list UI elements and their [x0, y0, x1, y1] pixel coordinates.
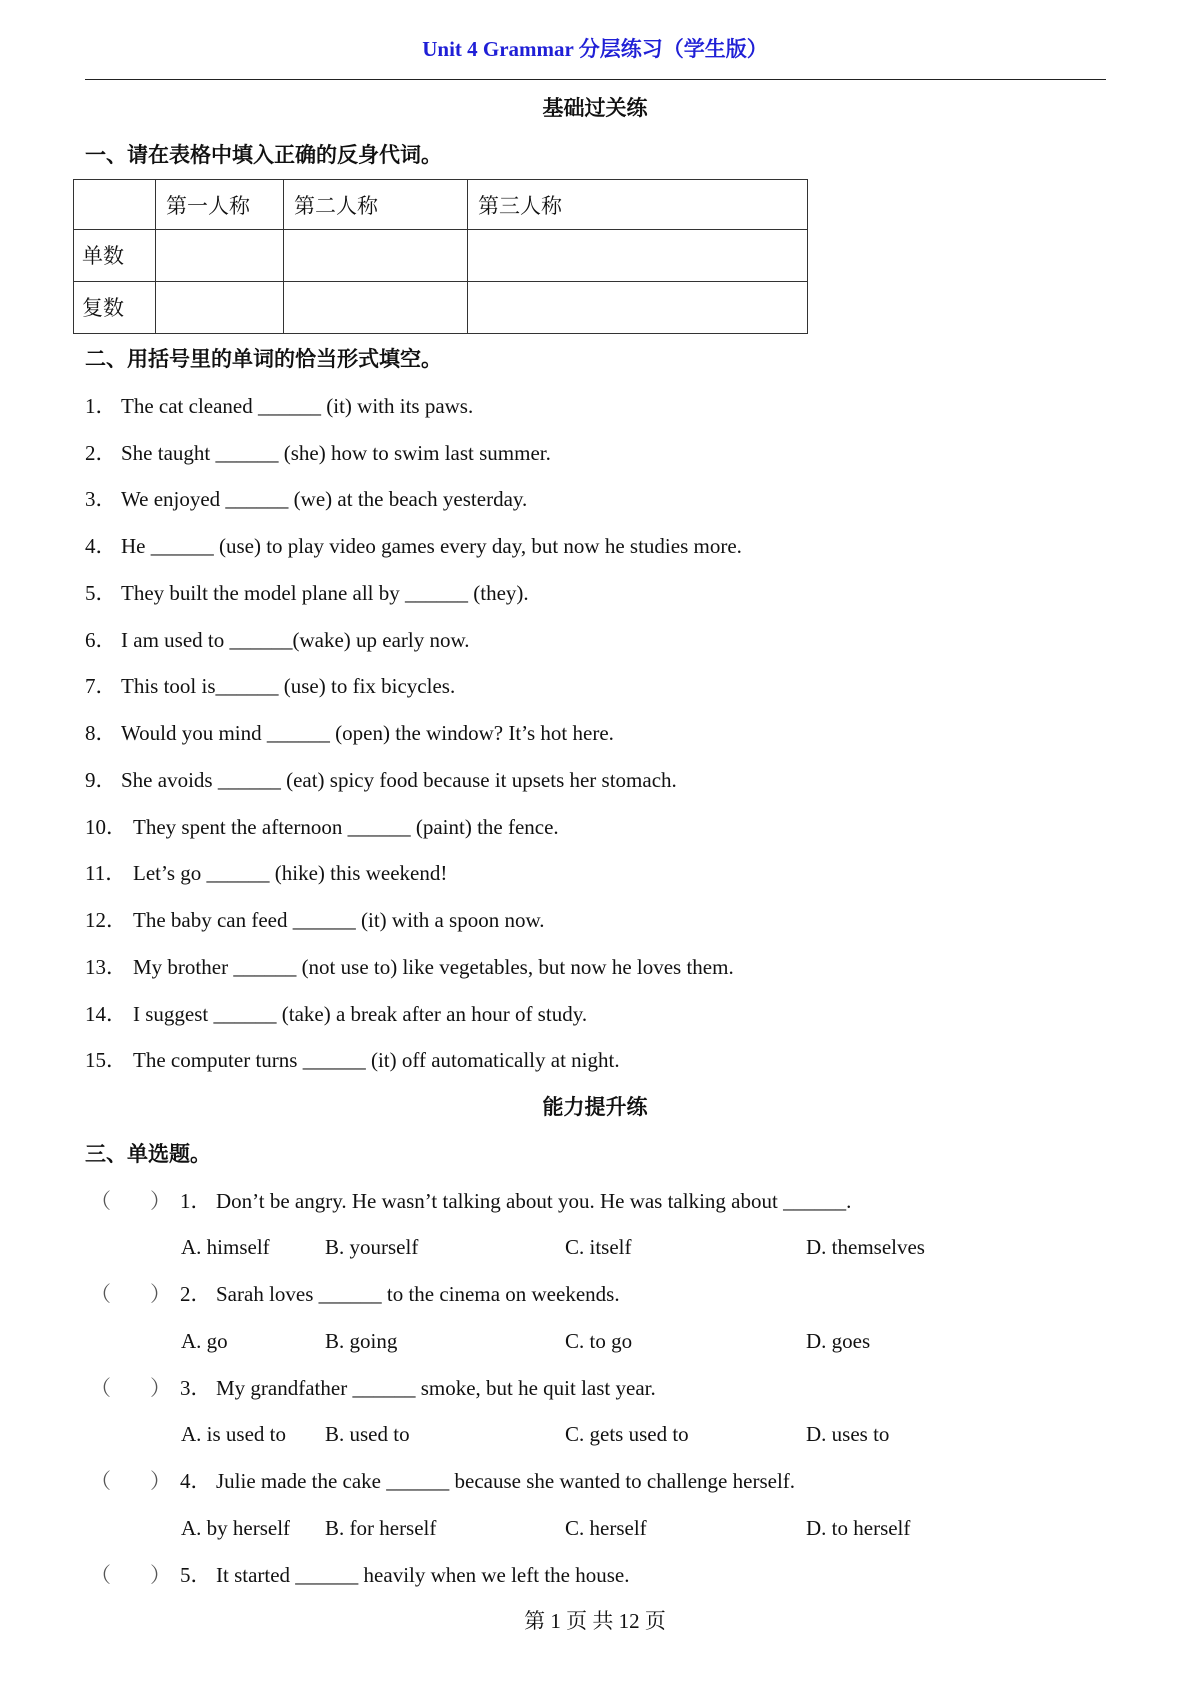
table-header-third-person: 第三人称	[468, 180, 808, 230]
option-d[interactable]: D. to herself	[806, 1515, 911, 1540]
option-d[interactable]: D. goes	[806, 1328, 871, 1353]
answer-bracket-close: ）	[150, 1282, 171, 1306]
answer-cell[interactable]	[468, 282, 808, 334]
fill-blank-question[interactable]: She avoids ______ (eat) spicy food because it upsets her stomach.	[121, 767, 677, 792]
option-d[interactable]: D. themselves	[806, 1235, 925, 1260]
answer-cell[interactable]	[156, 282, 284, 334]
table-header-empty	[74, 180, 156, 230]
option-a[interactable]: A. go	[181, 1328, 228, 1353]
fill-blank-question[interactable]: They built the model plane all by ______ (they).	[121, 580, 529, 605]
answer-bracket-open[interactable]: （	[90, 1282, 111, 1306]
fill-blank-question[interactable]: Let’s go ______ (hike) this weekend!	[133, 861, 448, 886]
multiple-choice-question: Don’t be angry. He wasn’t talking about you. He was talking about ______.	[216, 1188, 852, 1213]
fill-blank-question[interactable]: Would you mind ______ (open) the window? It’s hot here.	[121, 721, 614, 745]
multiple-choice-question: Sarah loves ______ to the cinema on weekends.	[216, 1282, 620, 1306]
option-c[interactable]: C. to go	[565, 1328, 633, 1353]
option-b[interactable]: B. going	[325, 1328, 398, 1353]
fill-blank-question[interactable]: She taught ______ (she) how to swim last summer.	[121, 440, 551, 465]
question-number: 11．	[85, 861, 127, 886]
option-c[interactable]: C. itself	[565, 1235, 632, 1260]
option-b[interactable]: B. yourself	[325, 1235, 419, 1260]
fill-blank-question[interactable]: He ______ (use) to play video games every day, but now he studies more.	[121, 534, 742, 558]
question-number: 4．	[180, 1469, 212, 1493]
question-number: 1．	[180, 1188, 212, 1213]
answer-bracket-open[interactable]: （	[90, 1188, 111, 1213]
document-title: Unit 4 Grammar 分层练习（学生版）	[422, 37, 768, 61]
answer-cell[interactable]	[156, 230, 284, 282]
reflexive-pronoun-table	[73, 179, 808, 334]
multiple-choice-question: It started ______ heavily when we left the house.	[216, 1562, 630, 1587]
option-c[interactable]: C. herself	[565, 1515, 647, 1540]
fill-blank-question[interactable]: They spent the afternoon ______ (paint) the fence.	[133, 814, 559, 839]
question-number: 3．	[180, 1375, 212, 1400]
question-number: 10．	[85, 814, 127, 839]
question-number: 6．	[85, 627, 117, 652]
answer-bracket-close: ）	[150, 1375, 171, 1400]
part3-heading: 三、单选题。	[85, 1141, 211, 1166]
question-number: 1．	[85, 393, 117, 418]
answer-bracket-open[interactable]: （	[90, 1562, 111, 1587]
option-a[interactable]: A. is used to	[181, 1422, 286, 1447]
fill-blank-question[interactable]: The baby can feed ______ (it) with a spoon now.	[133, 908, 545, 932]
question-number: 2．	[85, 440, 117, 465]
question-number: 2．	[180, 1282, 212, 1306]
multiple-choice-question: Julie made the cake ______ because she wanted to challenge herself.	[216, 1469, 796, 1493]
question-number: 5．	[85, 580, 117, 605]
answer-bracket-open[interactable]: （	[90, 1469, 111, 1493]
question-number: 14．	[85, 1001, 127, 1026]
question-number: 8．	[85, 721, 117, 745]
fill-blank-question[interactable]: The computer turns ______ (it) off automatically at night.	[133, 1048, 620, 1073]
option-a[interactable]: A. himself	[181, 1235, 270, 1260]
question-number: 9．	[85, 767, 117, 792]
question-number: 12．	[85, 908, 127, 932]
part1-heading: 一、请在表格中填入正确的反身代词。	[85, 143, 442, 167]
section-heading-basic: 基础过关练	[542, 96, 648, 120]
option-a[interactable]: A. by herself	[181, 1515, 291, 1540]
table-header-second-person: 第二人称	[284, 180, 468, 230]
multiple-choice-question: My grandfather ______ smoke, but he quit last year.	[216, 1375, 656, 1400]
row-label-plural: 复数	[74, 282, 156, 334]
answer-bracket-close: ）	[150, 1469, 171, 1493]
page-footer: 第 1 页 共 12 页	[524, 1609, 666, 1634]
fill-blank-question[interactable]: This tool is______ (use) to fix bicycles.	[121, 674, 456, 699]
fill-blank-question[interactable]: I suggest ______ (take) a break after an hour of study.	[133, 1001, 588, 1026]
fill-blank-question[interactable]: The cat cleaned ______ (it) with its paws.	[121, 393, 474, 418]
answer-bracket-close: ）	[150, 1188, 171, 1213]
answer-cell[interactable]	[284, 230, 468, 282]
answer-bracket-close: ）	[150, 1562, 171, 1587]
header-divider	[85, 79, 1106, 80]
option-b[interactable]: B. used to	[325, 1422, 410, 1447]
question-number: 7．	[85, 674, 117, 699]
option-c[interactable]: C. gets used to	[565, 1422, 689, 1447]
question-number: 5．	[180, 1562, 212, 1587]
answer-bracket-open[interactable]: （	[90, 1375, 111, 1400]
option-d[interactable]: D. uses to	[806, 1422, 890, 1447]
answer-cell[interactable]	[468, 230, 808, 282]
fill-blank-question[interactable]: I am used to ______(wake) up early now.	[121, 627, 470, 652]
section-heading-advanced: 能力提升练	[542, 1095, 648, 1119]
fill-blank-question[interactable]: My brother ______ (not use to) like vegetables, but now he loves them.	[133, 954, 734, 979]
question-number: 15．	[85, 1048, 127, 1073]
fill-blank-question[interactable]: We enjoyed ______ (we) at the beach yesterday.	[121, 487, 528, 512]
question-number: 13．	[85, 954, 127, 979]
option-b[interactable]: B. for herself	[325, 1515, 437, 1540]
part2-heading: 二、用括号里的单词的恰当形式填空。	[85, 347, 442, 371]
question-number: 4．	[85, 534, 117, 558]
answer-cell[interactable]	[284, 282, 468, 334]
question-number: 3．	[85, 487, 117, 512]
row-label-singular: 单数	[74, 230, 156, 282]
table-header-first-person: 第一人称	[156, 180, 284, 230]
